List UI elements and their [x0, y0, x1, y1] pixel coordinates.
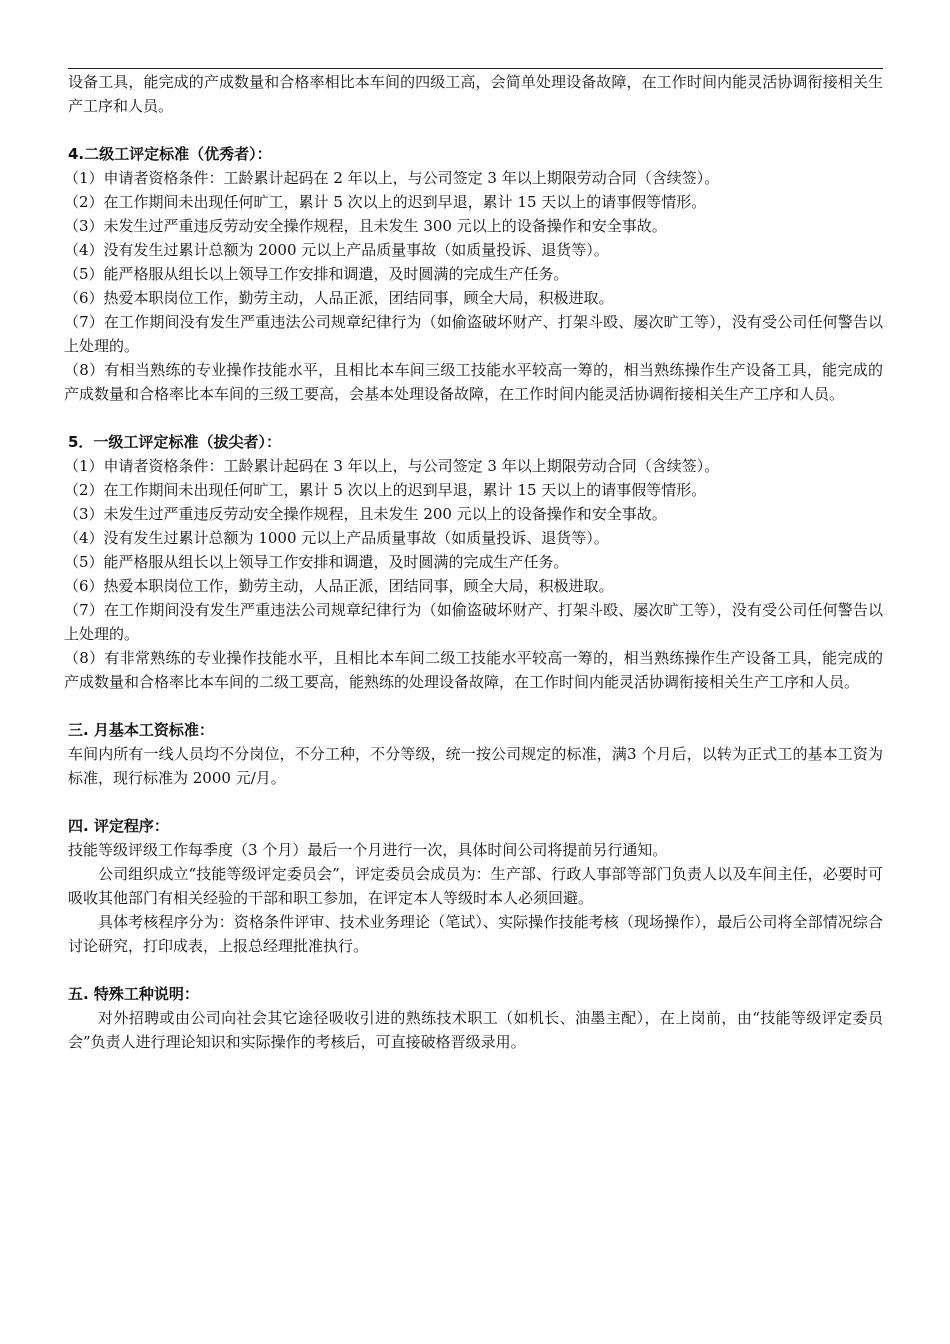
list-item: （3）未发生过严重违反劳动安全操作规程，且未发生 300 元以上的设备操作和安全事故。 — [64, 217, 667, 235]
list-item: （8）有非常熟练的专业操作技能水平，且相比本车间二级工技能水平较高一筹的，相当熟练操作生产设备工具，能完成的产成数量和合格率比本车间的二级工要高，能熟练的处理设备故障，在工作时间内能灵活协调衔接相关生产工序和人员。 — [64, 649, 883, 691]
list-item: （3）未发生过严重违反劳动安全操作规程，且未发生 200 元以上的设备操作和安全事故。 — [64, 505, 667, 523]
section-heading: 四. 评定程序： — [68, 817, 169, 835]
section-paragraph: 对外招聘或由公司向社会其它途径吸收引进的熟练技术职工（如机长、油墨主配），在上岗前，由“技能等级评定委员会”负责人进行理论知识和实际操作的考核后，可直接破格晋级录用。 — [68, 1009, 883, 1051]
section-paragraph: 技能等级评级工作每季度（3 个月）最后一个月进行一次，具体时间公司将提前另行通知。 — [68, 841, 668, 859]
list-item: （4）没有发生过累计总额为 2000 元以上产品质量事故（如质量投诉、退货等）。 — [64, 241, 609, 259]
header-rule — [68, 68, 883, 69]
list-item: （4）没有发生过累计总额为 1000 元以上产品质量事故（如质量投诉、退货等）。 — [64, 529, 609, 547]
section-heading: 5．一级工评定标准（拔尖者）： — [68, 433, 281, 451]
spacer — [68, 790, 883, 814]
section-heading: 4.二级工评定标准（优秀者）： — [68, 145, 272, 163]
section-evaluation-procedure — [68, 814, 883, 958]
section-grade-2 — [64, 142, 883, 406]
list-item: （8）有相当熟练的专业操作技能水平，且相比本车间三级工技能水平较高一筹的，相当熟练操作生产设备工具，能完成的产成数量和合格率比本车间的三级工要高，会基本处理设备故障，在工作时间内能灵活协调衔接相关生产工序和人员。 — [64, 361, 883, 403]
section-base-salary — [68, 718, 883, 790]
list-item: （5）能严格服从组长以上领导工作安排和调遣，及时圆满的完成生产任务。 — [64, 553, 569, 571]
intro-paragraph: 设备工具，能完成的产成数量和合格率相比本车间的四级工高，会简单处理设备故障，在工作时间内能灵活协调衔接相关生产工序和人员。 — [68, 73, 883, 115]
list-item: （1）申请者资格条件：工龄累计起码在 3 年以上，与公司签定 3 年以上期限劳动合同（含续签）。 — [64, 457, 720, 475]
list-item: （1）申请者资格条件：工龄累计起码在 2 年以上，与公司签定 3 年以上期限劳动合同（含续签）。 — [64, 169, 720, 187]
spacer — [68, 118, 883, 142]
list-item: （6）热爱本职岗位工作，勤劳主动，人品正派，团结同事，顾全大局，积极进取。 — [64, 289, 614, 307]
section-paragraph: 车间内所有一线人员均不分岗位，不分工种，不分等级，统一按公司规定的标准，满3 个月后，以转为正式工的基本工资为标准，现行标准为 2000 元/月。 — [68, 745, 883, 787]
list-item: （7）在工作期间没有发生严重违法公司规章纪律行为（如偷盗破坏财产、打架斗殴、屡次旷工等），没有受公司任何警告以上处理的。 — [64, 601, 883, 643]
list-item: （2）在工作期间未出现任何旷工，累计 5 次以上的迟到早退，累计 15 天以上的请事假等情形。 — [64, 193, 707, 211]
section-paragraph: 公司组织成立“技能等级评定委员会”，评定委员会成员为：生产部、行政人事部等部门负责人以及车间主任，必要时可吸收其他部门有相关经验的干部和职工参加，在评定本人等级时本人必须回避。 — [68, 865, 883, 907]
section-paragraph: 具体考核程序分为：资格条件评审、技术业务理论（笔试）、实际操作技能考核（现场操作），最后公司将全部情况综合讨论研究，打印成表，上报总经理批准执行。 — [68, 913, 883, 955]
list-item: （5）能严格服从组长以上领导工作安排和调遣，及时圆满的完成生产任务。 — [64, 265, 569, 283]
list-item: （7）在工作期间没有发生严重违法公司规章纪律行为（如偷盗破坏财产、打架斗殴、屡次旷工等），没有受公司任何警告以上处理的。 — [64, 313, 883, 355]
section-grade-1 — [64, 430, 883, 694]
list-item: （2）在工作期间未出现任何旷工，累计 5 次以上的迟到早退，累计 15 天以上的请事假等情形。 — [64, 481, 707, 499]
section-heading: 五. 特殊工种说明： — [68, 985, 199, 1003]
spacer — [68, 406, 883, 430]
list-item: （6）热爱本职岗位工作，勤劳主动，人品正派，团结同事，顾全大局，积极进取。 — [64, 577, 614, 595]
spacer — [68, 958, 883, 982]
document-body — [64, 70, 883, 1054]
spacer — [68, 694, 883, 718]
section-heading: 三. 月基本工资标准： — [68, 721, 214, 739]
section-special-trades — [68, 982, 883, 1054]
